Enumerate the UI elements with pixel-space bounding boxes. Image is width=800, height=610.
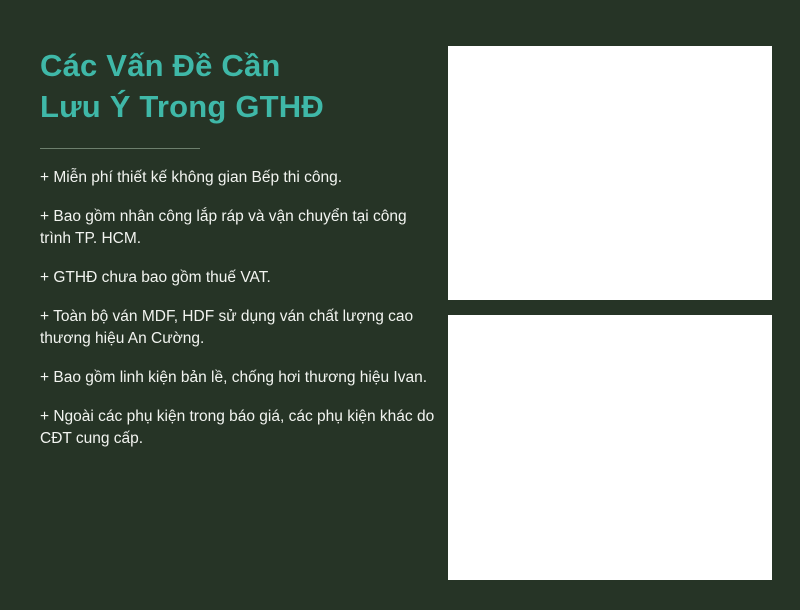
photo-placeholder-top (448, 46, 772, 300)
content-column (40, 40, 440, 467)
list-item: + Miễn phí thiết kế không gian Bếp thi công. (40, 168, 343, 186)
title-divider (40, 148, 200, 149)
list-item: + Bao gồm linh kiện bản lề, chống hơi thương hiệu Ivan. (40, 368, 428, 386)
page-title (40, 40, 440, 128)
notes-list (40, 167, 440, 450)
photo-placeholder-bottom (448, 315, 772, 580)
list-item: + Ngoài các phụ kiện trong báo giá, các phụ kiện khác do CĐT cung cấp. (40, 407, 435, 447)
list-item: + Bao gồm nhân công lắp ráp và vận chuyển tại công trình TP. HCM. (40, 207, 407, 247)
list-item: + GTHĐ chưa bao gồm thuế VAT. (40, 268, 271, 286)
page-title-line-1: Các Vấn Đề Cần (40, 48, 281, 83)
list-item: + Toàn bộ ván MDF, HDF sử dụng ván chất lượng cao thương hiệu An Cường. (40, 307, 414, 347)
page-title-line-2: Lưu Ý Trong GTHĐ (40, 88, 324, 124)
